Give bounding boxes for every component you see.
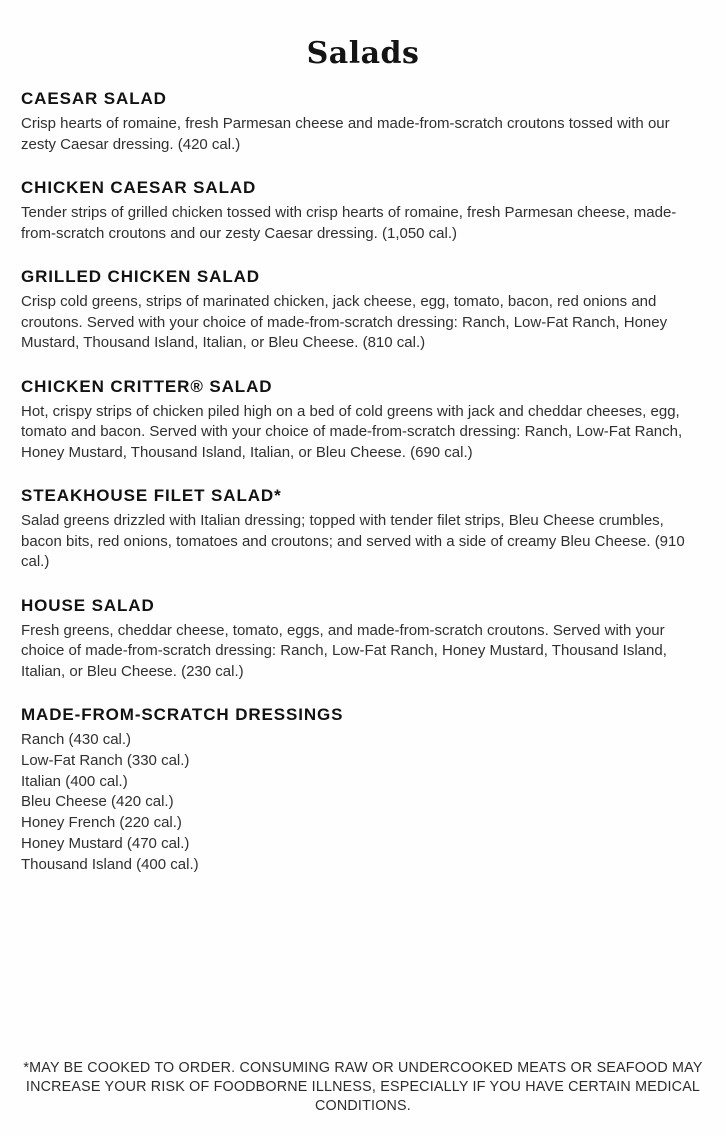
menu-item-description: Salad greens drizzled with Italian dressing; topped with tender filet strips, Bleu Cheese crumbles, bacon bits, red onions, tomatoes and croutons; and served with a side of creamy Bleu Cheese. (910 cal.) <box>21 512 685 570</box>
menu-item-description: Tender strips of grilled chicken tossed with crisp hearts of romaine, fresh Parmesan cheese, made-from-scratch croutons and our zesty Caesar dressing. (1,050 cal.) <box>21 204 677 242</box>
menu-item-name: HOUSE SALAD <box>21 595 155 615</box>
menu-item-chicken-caesar-salad <box>21 178 705 244</box>
dressing-item: Thousand Island (400 cal.) <box>21 855 199 873</box>
menu-content <box>0 71 726 876</box>
menu-item-name: CAESAR SALAD <box>21 89 167 108</box>
disclaimer: *MAY BE COOKED TO ORDER. CONSUMING RAW OR UNDERCOOKED MEATS OR SEAFOOD MAY INCREASE YOUR RISK OF FOODBORNE ILLNESS, ESPECIALLY IF YOU HAVE CERTAIN MEDICAL CONDITIONS. <box>23 1060 703 1114</box>
menu-item-caesar-salad <box>21 89 705 155</box>
dressings-heading: MADE-FROM-SCRATCH DRESSINGS <box>21 705 344 724</box>
dressing-item: Ranch (430 cal.) <box>21 731 132 748</box>
dressing-item: Honey French (220 cal.) <box>21 814 182 832</box>
page-title: Salads <box>306 36 420 71</box>
dressing-item: Bleu Cheese (420 cal.) <box>21 793 174 811</box>
menu-item-description: Fresh greens, cheddar cheese, tomato, eggs, and made-from-scratch croutons. Served with your choice of made-from-scratch dressing: Ranch, Low-Fat Ranch, Honey Mustard, Thousand Island, Italian, or Bleu Cheese. (230 cal.) <box>21 621 667 680</box>
menu-item-description: Crisp hearts of romaine, fresh Parmesan cheese and made-from-scratch croutons tossed with our zesty Caesar dressing. (420 cal.) <box>21 115 670 153</box>
dressing-item: Low-Fat Ranch (330 cal.) <box>21 751 190 769</box>
menu-item-description: Crisp cold greens, strips of marinated chicken, jack cheese, egg, tomato, bacon, red onions and croutons. Served with your choice of made-from-scratch dressing: Ranch, Low-Fat Ranch, Honey Mustard, Thousand Island, Italian, or Bleu Cheese. (810 cal.) <box>21 293 668 351</box>
menu-item-chicken-critter-salad <box>21 377 705 464</box>
menu-item-name: CHICKEN CRITTER® SALAD <box>21 376 273 396</box>
menu-item-house-salad <box>21 596 705 683</box>
menu-item-description: Hot, crispy strips of chicken piled high on a bed of cold greens with jack and cheddar cheeses, egg, tomato and bacon. Served with your choice of made-from-scratch dressing: Ranch, Low-Fat Ranch, Honey Mustard, Thousand Island, Italian, or Bleu Cheese. (690 cal.) <box>21 402 683 461</box>
dressings-section <box>21 705 705 876</box>
dressing-item: Honey Mustard (470 cal.) <box>21 834 190 852</box>
menu-item-grilled-chicken-salad <box>21 267 705 354</box>
dressing-item: Italian (400 cal.) <box>21 772 128 790</box>
menu-item-name: STEAKHOUSE FILET SALAD* <box>21 486 282 505</box>
menu-item-steakhouse-filet-salad <box>21 486 705 573</box>
menu-item-name: CHICKEN CAESAR SALAD <box>21 178 257 197</box>
menu-item-name: GRILLED CHICKEN SALAD <box>21 267 260 286</box>
